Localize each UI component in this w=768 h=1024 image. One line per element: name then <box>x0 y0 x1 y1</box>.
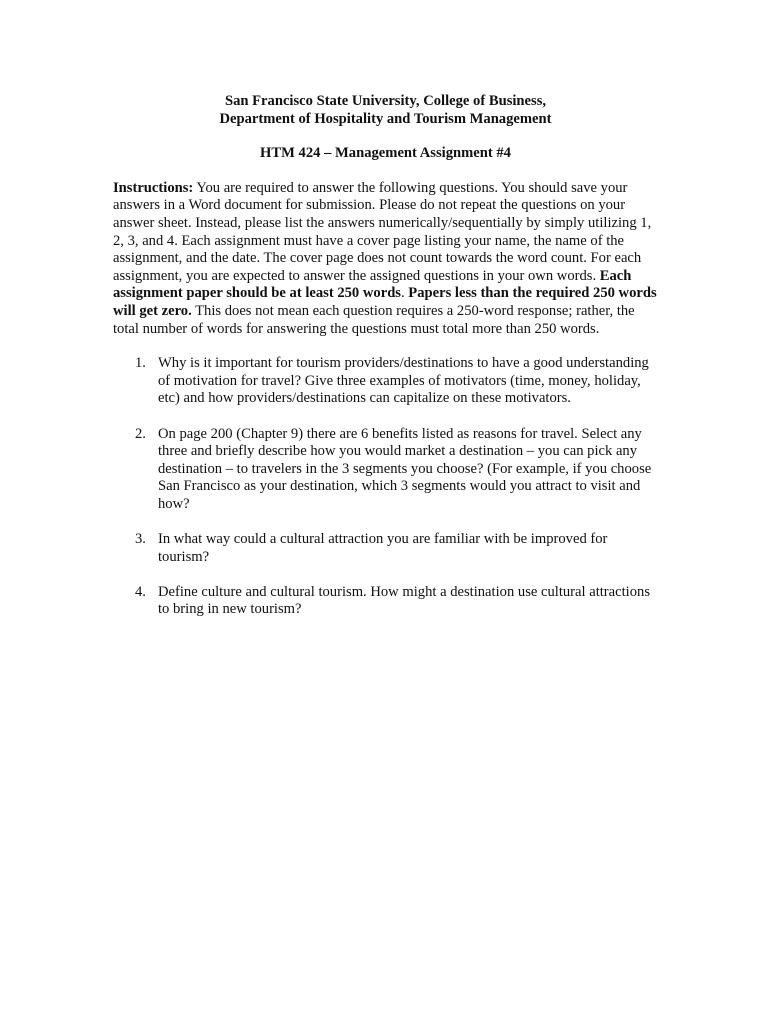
header-department: Department of Hospitality and Tourism Management <box>219 110 552 127</box>
question-number: 3. <box>135 531 146 548</box>
questions-list <box>113 355 658 619</box>
question-text: Define culture and cultural tourism. How might a destination use cultural attractions to bring in new tourism? <box>158 583 650 618</box>
question-text: On page 200 (Chapter 9) there are 6 benefits listed as reasons for travel. Select any three and briefly describe how you would market a destination – you can pick any destination – to travelers in the 3 segments you choose? (For example, if you choose San Francisco as your destination, which 3 segments would you attract to visit and how? <box>158 425 652 512</box>
header-university: San Francisco State University, College of Business, <box>224 93 547 109</box>
instructions-label: Instructions: <box>113 179 194 196</box>
instructions-text-3: This does not mean each question requires a 250-word response; rather, the total number of words for answering the questions must total more than 250 words. <box>113 302 635 337</box>
instructions-paragraph <box>113 180 658 338</box>
document-header <box>113 93 658 128</box>
question-item <box>113 531 658 566</box>
instructions-bold-word-count: Each assignment paper should be at least 250 words <box>113 267 632 302</box>
question-number: 4. <box>135 583 146 600</box>
assignment-title: HTM 424 – Management Assignment #4 <box>260 145 511 162</box>
instructions-text-1: You are required to answer the following questions. You should save your answers in a Word document for submission. Please do not repeat the questions on your answer sheet. Instead, please list the answers numerically/sequentially by simply utilizing 1, 2, 3, and 4. Each assignment must have a cover page listing your name, the name of the assignment, and the date. The cover page does not count towards the word count. For each assignment, you are expected to answer the assigned questions in your own words. <box>113 179 652 284</box>
question-number: 2. <box>135 425 146 442</box>
instructions-text-2: . <box>401 285 409 302</box>
question-text: In what way could a cultural attraction you are familiar with be improved for tourism? <box>158 531 608 565</box>
question-item <box>113 426 658 514</box>
question-item <box>113 355 658 408</box>
instructions-bold-zero-warning: Papers less than the required 250 words will get zero. <box>113 285 657 319</box>
question-item <box>113 584 658 619</box>
question-number: 1. <box>135 355 146 372</box>
question-text: Why is it important for tourism providers/destinations to have a good understanding of motivation for travel? Give three examples of motivators (time, money, holiday, etc) and how providers/destinations can capitalize on these motivators. <box>158 355 649 407</box>
